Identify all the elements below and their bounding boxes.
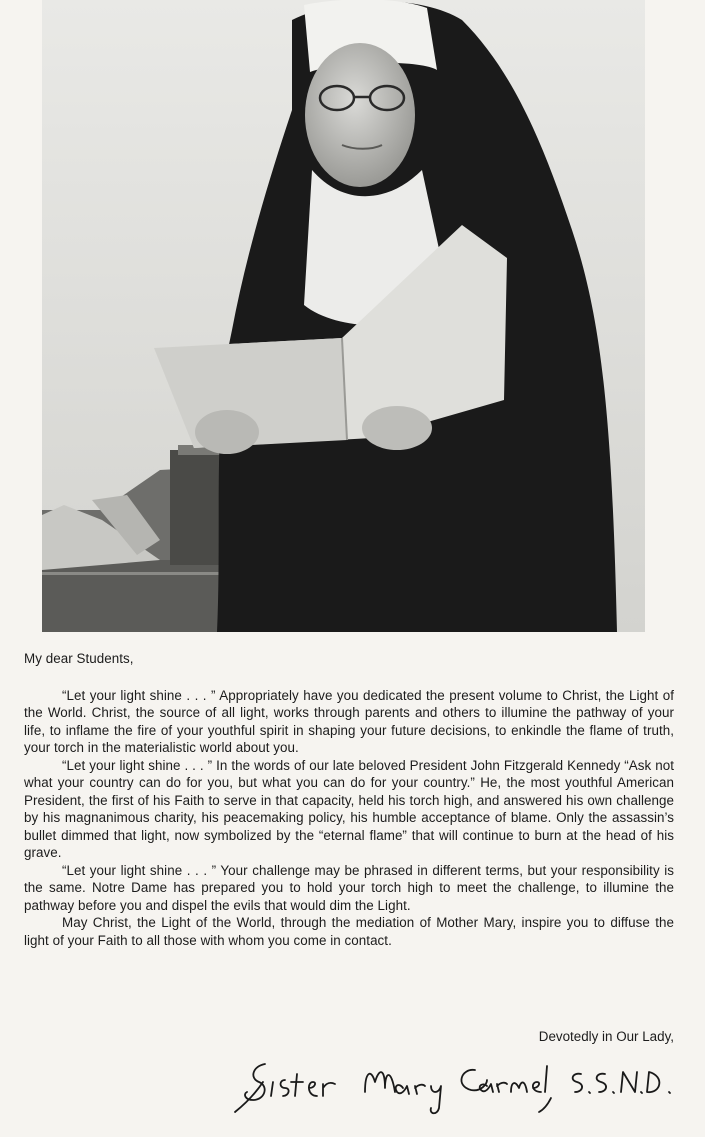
salutation: My dear Students, <box>24 651 134 666</box>
paragraph-4: May Christ, the Light of the World, through the mediation of Mother Mary, inspire you to diffuse the light of your Faith to all those with whom you come in contact. <box>24 915 674 948</box>
closing: Devotedly in Our Lady, <box>538 1029 674 1044</box>
handwritten-signature <box>225 1052 680 1127</box>
paragraph-1: “Let your light shine . . . ” Appropriately have you dedicated the present volume to Christ, the Light of the World. Christ, the source of all light, works through parents and others to illumine the pathway of your life, to inflame the fire of your youthful spirit in shaping your future decisions, to enkindle the flame of truth, your torch in the materialistic world about you. <box>24 687 674 755</box>
paragraph-2: “Let your light shine . . . ” In the words of our late beloved President John Fitzgerald Kennedy “Ask not what your country can do for you, but what you can do for your country.” He, the most youthful American President, the first of his Faith to serve in that capacity, held his torch high, and answered his own challenge by his magnanimous charity, his peacemaking policy, his humble acceptance of blame. Only the assassin’s bullet dimmed that light, now symbolized by the “eternal flame” that will continue to burn at the head of his grave. <box>24 757 674 860</box>
portrait-photo <box>42 0 645 632</box>
letter-body <box>24 650 674 949</box>
paragraph-3: “Let your light shine . . . ” Your challenge may be phrased in different terms, but your responsibility is the same. Notre Dame has prepared you to hold your torch high to meet the challenge, to illumine the pathway before you and dispel the evils that would dim the Light. <box>24 862 674 913</box>
